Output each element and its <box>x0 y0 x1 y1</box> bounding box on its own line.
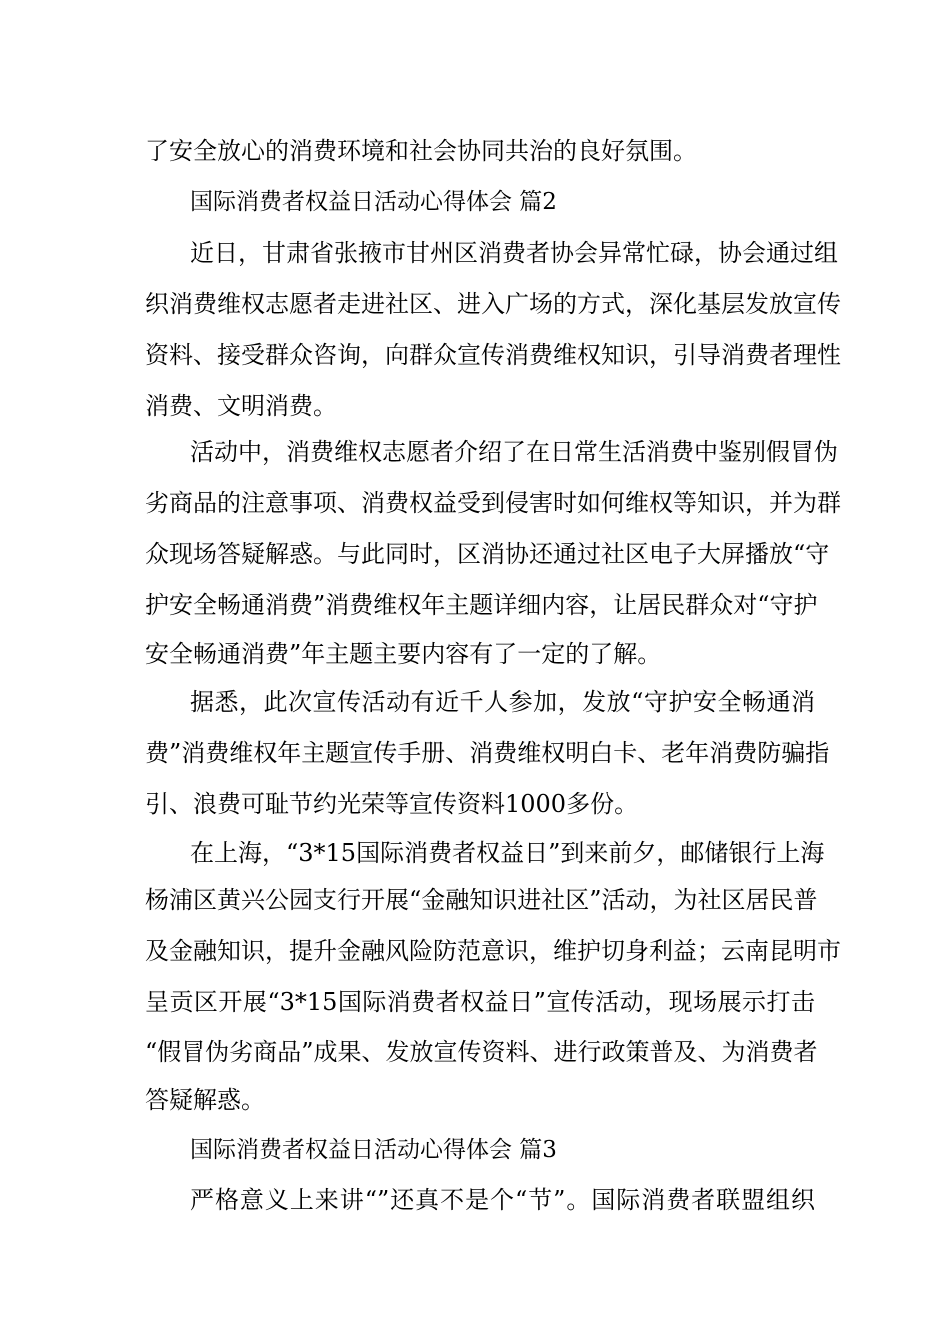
paragraph-line: 严格意义上来讲“”还真不是个“节”。国际消费者联盟组织 <box>190 1186 815 1214</box>
paragraph-line: 安全畅通消费”年主题主要内容有了一定的了解。 <box>145 640 662 668</box>
paragraph-line: 近日，甘肃省张掖市甘州区消费者协会异常忙碌，协会通过组 <box>190 239 838 267</box>
paragraph-line: 及金融知识，提升金融风险防范意识，维护切身利益；云南昆明市 <box>145 937 841 965</box>
paragraph-line: 了安全放心的消费环境和社会协同共治的良好氛围。 <box>145 137 697 165</box>
paragraph-line: 活动中，消费维权志愿者介绍了在日常生活消费中鉴别假冒伪 <box>190 438 838 466</box>
paragraph-line: 护安全畅通消费”消费维权年主题详细内容，让居民群众对“守护 <box>145 591 818 619</box>
paragraph-line: 织消费维权志愿者走进社区、进入广场的方式，深化基层发放宣传 <box>145 290 841 318</box>
paragraph-line: 杨浦区黄兴公园支行开展“金融知识进社区”活动，为社区居民普 <box>145 886 818 914</box>
paragraph-line: “假冒伪劣商品”成果、发放宣传资料、进行政策普及、为消费者 <box>145 1038 818 1066</box>
paragraph-line: 答疑解惑。 <box>145 1086 265 1114</box>
section-heading-3: 国际消费者权益日活动心得体会 篇3 <box>190 1137 557 1163</box>
paragraph-line: 劣商品的注意事项、消费权益受到侵害时如何维权等知识，并为群 <box>145 489 841 517</box>
paragraph-line: 在上海，“3*15国际消费者权益日”到来前夕，邮储银行上海 <box>190 839 825 867</box>
paragraph-line: 消费、文明消费。 <box>145 392 337 420</box>
paragraph-line: 据悉，此次宣传活动有近千人参加，发放“守护安全畅通消 <box>190 688 815 716</box>
paragraph-line: 引、浪费可耻节约光荣等宣传资料1000多份。 <box>145 790 639 818</box>
paragraph-line: 呈贡区开展“3*15国际消费者权益日”宣传活动，现场展示打击 <box>145 988 815 1016</box>
paragraph-line: 费”消费维权年主题宣传手册、消费维权明白卡、老年消费防骗指 <box>145 739 830 767</box>
paragraph-line: 资料、接受群众咨询，向群众宣传消费维权知识，引导消费者理性 <box>145 341 841 369</box>
section-heading-2: 国际消费者权益日活动心得体会 篇2 <box>190 189 557 215</box>
paragraph-line: 众现场答疑解惑。与此同时，区消协还通过社区电子大屏播放“守 <box>145 540 830 568</box>
